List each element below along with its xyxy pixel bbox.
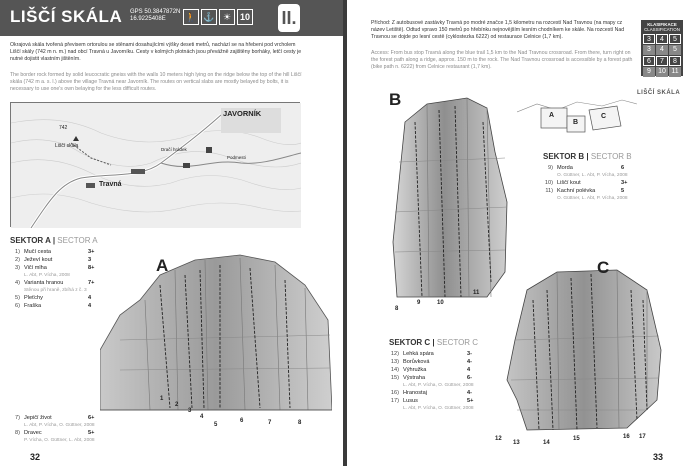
route-row [389, 389, 474, 397]
route-grade: 5+ [88, 430, 95, 436]
area-map [10, 102, 300, 227]
classification-grid [641, 32, 683, 77]
route-name: Výstraha [403, 375, 426, 381]
route-num: 17) [390, 398, 399, 404]
route-note: L. Abt, P. Vícha, 2008 [24, 273, 70, 278]
routes-a2 [10, 414, 95, 444]
rock-c-graphic [487, 260, 667, 436]
route-name: Pleťchy [24, 295, 43, 301]
intro-cz: Okrajová skála tvořená převisem ortorulou se stěnami dosahujícími výšky deseti metrů, nachází se na hřebeni pod vrcholem Liščí skály (742 m n. m.) nad obcí Travná u Javorníku. Cesty v kolmých plotnách jsou převážně zajištěny borháky, letčí cesty je nutné dojistit vlastním jištěním. [10, 42, 302, 62]
sun-icon: ☀ [219, 9, 235, 25]
rock-a-graphic [100, 240, 332, 420]
overview-graphic [517, 92, 637, 136]
rock-c-number-15: 15 [573, 436, 580, 442]
sector-a-heading: SEKTOR A | SECTOR A [10, 236, 98, 245]
route-note: O. Güttner, L. Abt, P. Vícha, 2008 [557, 173, 628, 178]
route-num: 15) [390, 375, 399, 381]
overview-sketch [517, 92, 637, 136]
classification-cell: 3 [643, 45, 655, 55]
classification-cell: 10 [656, 67, 668, 77]
route-grade: 4 [88, 295, 92, 301]
route-name: Lusus [403, 398, 418, 404]
route-name: Dravec [24, 430, 42, 436]
route-num: 10) [544, 180, 553, 186]
rock-a-number-3: 3 [188, 408, 192, 414]
routes-c [389, 350, 474, 412]
route-grade: 4 [88, 303, 92, 309]
route-name: Liščí kout [557, 180, 581, 186]
route-row [10, 414, 95, 422]
route-row [10, 256, 94, 264]
route-num: 16) [390, 390, 399, 396]
rock-a-drawing [100, 240, 332, 420]
gps-coordinates: GPS 50.3847872N 16.9225408E [130, 9, 181, 22]
classification-cell: 5 [669, 45, 681, 55]
route-row [10, 294, 94, 302]
map-label-town: JAVORNÍK [223, 109, 262, 118]
route-row [389, 397, 474, 405]
route-grade: 3+ [88, 249, 95, 255]
rock-c-number-17: 17 [639, 434, 646, 440]
route-name: Kachní polévka [557, 188, 596, 194]
route-grade: 4- [467, 390, 472, 396]
rope-icon: ⚓ [201, 9, 217, 25]
route-row [10, 279, 94, 287]
classification-cell: 11 [669, 67, 681, 77]
overview-letter-c: C [601, 113, 607, 120]
rock-b-letter: B [389, 90, 402, 109]
route-name: Lehká spára [403, 351, 434, 357]
intro-en: The border rock formed by solid leucocratic gneiss with the walls 10 meters high lying on the ridge below the top of the hill Liščí skála (742 m a. s. l.) above the village Travná near Javorník. The routes on vertical slabs are mostly belayed by bolts, it is necessary to use one's own belaying for the less difficult routes. [10, 72, 302, 92]
rock-a-number-7: 7 [268, 420, 272, 426]
page-number-left: 32 [30, 452, 41, 462]
route-name: Vičí mlha [24, 265, 47, 271]
walking-icon: 🚶 [183, 9, 199, 25]
route-name: Ježeví kout [24, 257, 53, 263]
access-cz: Příchod: Z autobusové zastávky Travná po modré značce 1,5 kilometru na rozcestí Nad Travnou (na mapy cz název Letiště). Odtud vpravo 150 metrů po hřebínku nejnovějším lesním chodníkem ke skále. Na rozcestí Nad Travnou se dojde po lesní cestě (cyklostezka 6222) od restaurace Celnice (1,7 km). [371, 20, 625, 40]
route-row [10, 264, 94, 272]
map-label-village: Travná [99, 181, 122, 188]
classification-cell: 4 [656, 34, 668, 44]
route-note: O. Güttner, L. Abt, P. Vícha, 2008 [557, 196, 628, 201]
rock-a-number-5: 5 [214, 422, 218, 428]
route-grade: 3- [467, 351, 472, 357]
routes-a [10, 248, 94, 310]
rock-b-number-10: 10 [437, 300, 444, 306]
route-row [389, 358, 474, 366]
route-row [10, 429, 95, 437]
rock-b-number-9: 9 [417, 300, 421, 306]
classification-cell: 6 [643, 56, 655, 66]
route-num: 7) [15, 415, 20, 421]
route-row [543, 187, 628, 195]
route-row [543, 179, 628, 187]
classification-box: KLASIFIKACE CLASSIFICATION 3 4 5 3 4 5 6 7 8 9 10 11 [641, 20, 683, 76]
route-num: 2) [15, 257, 20, 263]
access-en: Access: From bus stop Travná along the blue trail 1,5 km to the Nad Travnou crossroad. From there, turn right on the forest path along a ridge, approx. 150 m to the rock. The Nad Travnou crossroad is accessible by a forest path (bike path n. 6222) from Celnice restaurant (1,7 km). [371, 50, 633, 70]
route-grade: 3 [88, 257, 92, 263]
route-num: 13) [390, 359, 399, 365]
right-page [347, 0, 690, 466]
left-page [0, 0, 343, 466]
route-num: 1) [15, 249, 20, 255]
sector-b-heading: SEKTOR B | SECTOR B [543, 152, 632, 161]
route-num: 4) [15, 280, 20, 286]
route-name: Borůvková [403, 359, 430, 365]
route-name: Varianta hranou [24, 280, 64, 286]
rock-a-number-2: 2 [175, 402, 179, 408]
route-grade: 4 [467, 367, 471, 373]
route-num: 6) [15, 303, 20, 309]
rock-c-number-16: 16 [623, 434, 630, 440]
rock-a-number-8: 8 [298, 420, 302, 426]
route-name: Výhružka [403, 367, 427, 373]
route-num: 5) [15, 295, 20, 301]
route-name: Morda [557, 165, 573, 171]
map-label-hotel: Podmesti [227, 155, 246, 160]
route-row [543, 164, 628, 172]
sector-badge: II. [278, 4, 300, 32]
route-name: Jepičí život [24, 415, 52, 421]
rock-a-number-6: 6 [240, 418, 244, 424]
route-note: L. Abt, P. Vícha, O. Güttner, 2008 [403, 383, 474, 388]
route-grade: 4- [467, 359, 472, 365]
route-grade: 6- [467, 375, 472, 381]
title-bar [0, 0, 343, 36]
route-note: L. Abt, P. Vícha, O. Güttner, 2008 [24, 423, 95, 428]
route-grade: 6 [621, 165, 625, 171]
route-row [389, 374, 474, 382]
page-number-right: 33 [653, 452, 664, 462]
route-row [389, 350, 474, 358]
route-name: Fraška [24, 303, 42, 309]
classification-cell: 8 [669, 56, 681, 66]
classification-cell: 3 [643, 34, 655, 44]
route-grade: 7+ [88, 280, 95, 286]
route-grade: 5+ [467, 398, 474, 404]
overview-letter-b: B [573, 119, 579, 126]
route-num: 14) [390, 367, 399, 373]
rock-c-letter: C [597, 258, 610, 277]
rock-c-number-14: 14 [543, 440, 550, 446]
route-num: 12) [390, 351, 399, 357]
page-title: LIŠČÍ SKÁLA [10, 7, 123, 26]
route-row [10, 248, 94, 256]
route-note: P. Vícha, O. Güttner, L. Abt, 2008 [24, 438, 95, 443]
rock-a-letter: A [156, 256, 169, 275]
routes-b [543, 164, 628, 202]
tab-name: LIŠČÍ SKÁLA [637, 90, 681, 96]
sector-c-heading: SEKTOR C | SECTOR C [389, 338, 479, 347]
map-label-rock: Liščí skála [55, 143, 79, 149]
route-num: 3) [15, 265, 20, 271]
map-label-peak: 742 [59, 125, 68, 131]
route-name: Hranostaj [403, 390, 427, 396]
rock-a-number-1: 1 [160, 396, 164, 402]
rock-c-drawing [487, 260, 667, 436]
route-row [10, 302, 94, 310]
rock-c-number-13: 13 [513, 440, 520, 446]
route-row [389, 366, 474, 374]
map-label-drach: Dračí hrádek [161, 147, 187, 152]
rock-b-number-11: 11 [473, 290, 480, 296]
route-note: L. Abt, P. Vícha, O. Güttner, 2008 [403, 406, 474, 411]
classification-cell: 9 [643, 67, 655, 77]
overview-letter-a: A [549, 112, 555, 119]
rock-c-number-12: 12 [495, 436, 502, 442]
classification-cell: 7 [656, 56, 668, 66]
classification-cell: 4 [656, 45, 668, 55]
route-grade: 3+ [621, 180, 628, 186]
rock-b-number-8: 8 [395, 306, 399, 312]
route-num: 9) [548, 165, 553, 171]
route-num: 8) [15, 430, 20, 436]
route-num: 11) [545, 188, 553, 194]
route-name: Mučí cesta [24, 249, 52, 255]
map-graphic [11, 103, 301, 228]
info-icons [183, 9, 253, 25]
route-grade: 8+ [88, 265, 95, 271]
classification-cell: 5 [669, 34, 681, 44]
count-icon: 10 [237, 9, 253, 25]
route-grade: 5 [621, 188, 625, 194]
route-note: Stěnou při hraně, zbíhá z č. 3 [24, 288, 87, 293]
route-grade: 6+ [88, 415, 95, 421]
rock-a-number-4: 4 [200, 414, 204, 420]
